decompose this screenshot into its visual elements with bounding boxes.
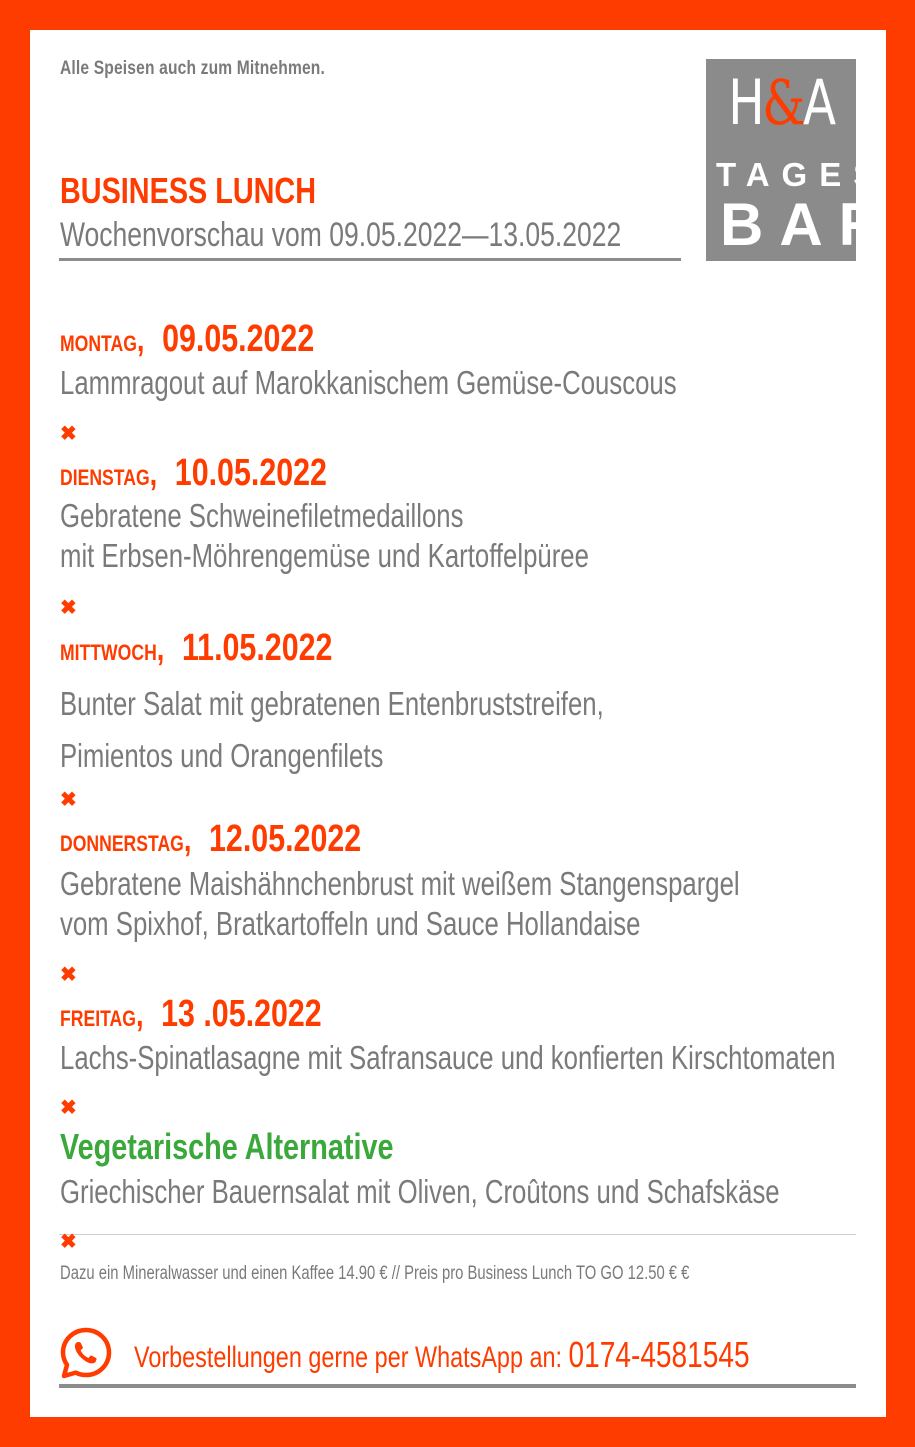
logo-bar: BAR (720, 191, 898, 258)
phone-number[interactable]: 0174-4581545 (568, 1334, 750, 1375)
day-heading-thursday: DONNERSTAG, 12.05.2022 (60, 818, 362, 860)
header-divider (59, 258, 681, 261)
week-range: Wochenvorschau vom 09.05.2022—13.05.2022 (60, 216, 622, 254)
separator-icon: ✖ (60, 423, 77, 445)
day-heading-friday: FREITAG, 13 .05.2022 (60, 993, 322, 1035)
dish-friday: Lachs-Spinatlasagne mit Safransauce und konfierten Kirschtomaten (60, 1039, 836, 1076)
separator-icon: ✖ (60, 964, 77, 986)
separator-icon: ✖ (60, 1231, 77, 1253)
separator-icon: ✖ (60, 789, 77, 811)
dish-vegetarian: Griechischer Bauernsalat mit Oliven, Croûtons und Schafskäse (60, 1173, 780, 1210)
day-heading-wednesday: MITTWOCH, 11.05.2022 (60, 627, 333, 669)
dish-tuesday: Gebratene Schweinefiletmedaillons mit Erbsen-Möhrengemüse und Kartoffelpüree (60, 497, 589, 574)
bottom-divider (59, 1384, 856, 1388)
menu-card (30, 30, 898, 1417)
dish-wednesday: Bunter Salat mit gebratenen Entenbruststreifen, Pimientos und Orangenfilets (60, 685, 604, 774)
logo (706, 59, 898, 261)
separator-icon: ✖ (60, 1097, 77, 1119)
whatsapp-icon[interactable] (59, 1326, 113, 1380)
whatsapp-order-text: Vorbestellungen gerne per WhatsApp an: 0174-4581545 (134, 1334, 750, 1375)
takeaway-note: Alle Speisen auch zum Mitnehmen. (60, 58, 325, 79)
page-title: BUSINESS LUNCH (60, 170, 317, 211)
day-heading-tuesday: DIENSTAG, 10.05.2022 (60, 452, 327, 494)
day-heading-monday: MONTAG, 09.05.2022 (60, 318, 315, 360)
logo-tages: TAGES (716, 156, 888, 193)
price-note: Dazu ein Mineralwasser und einen Kaffee 14.90 € // Preis pro Business Lunch TO GO 12.50 € € (60, 1263, 690, 1284)
logo-ha: H&A (728, 66, 834, 139)
footer-divider (59, 1234, 856, 1235)
separator-icon: ✖ (60, 597, 77, 619)
dish-monday: Lammragout auf Marokkanischem Gemüse-Couscous (60, 364, 677, 401)
vegetarian-title: Vegetarische Alternative (60, 1126, 394, 1167)
dish-thursday: Gebratene Maishähnchenbrust mit weißem Stangenspargel vom Spixhof, Bratkartoffeln und Sauce Hollandaise (60, 865, 740, 942)
